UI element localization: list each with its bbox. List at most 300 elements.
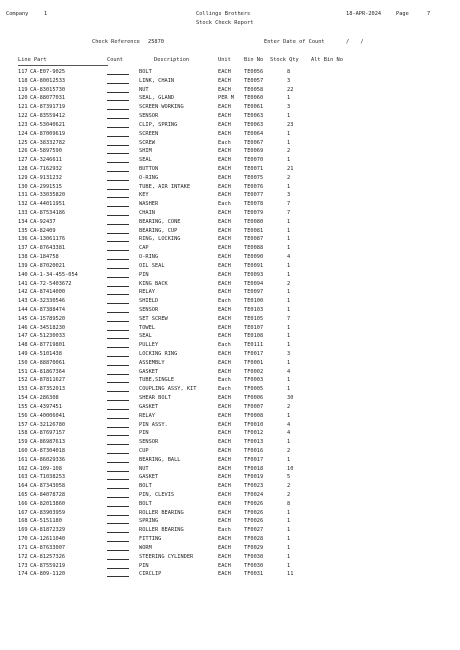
part-number: CA-87391719 (30, 104, 66, 111)
description: OIL SEAL (139, 262, 165, 269)
table-row (0, 262, 460, 271)
table-row (0, 121, 460, 130)
description: SHIM (139, 148, 152, 155)
part-number: CA-87343058 (30, 483, 66, 490)
count-entry-field[interactable] (107, 233, 129, 234)
bin-number: TF0001 (244, 359, 264, 366)
line-number: 118 (18, 77, 28, 84)
description: BEARING, BALL (139, 456, 181, 463)
bin-number: TF0029 (244, 544, 264, 551)
stock-qty: 1 (287, 377, 291, 384)
count-entry-field[interactable] (107, 100, 129, 101)
line-number: 136 (18, 236, 28, 243)
description: GASKET (139, 368, 159, 375)
part-number: CA-2991515 (30, 183, 62, 190)
count-entry-field[interactable] (107, 189, 129, 190)
part-number: CA-82013860 (30, 500, 66, 507)
count-entry-field[interactable] (107, 576, 129, 577)
description: STEERING CYLINDER (139, 553, 194, 560)
unit: EACH (218, 500, 231, 507)
bin-number: TF0016 (244, 447, 264, 454)
bin-number: TE0067 (244, 139, 264, 146)
table-row (0, 465, 460, 474)
count-entry-field[interactable] (107, 541, 129, 542)
table-row (0, 165, 460, 174)
table-row (0, 509, 460, 518)
part-number: CA-5151180 (30, 518, 62, 525)
table-row (0, 288, 460, 297)
line-number: 132 (18, 201, 28, 208)
part-number: CA-87352013 (30, 386, 66, 393)
count-entry-field[interactable] (107, 171, 129, 172)
unit: EACH (218, 351, 231, 357)
count-entry-field[interactable] (107, 497, 129, 498)
bin-number: TE0105 (244, 315, 264, 322)
part-number: CA-E07-9025 (30, 69, 66, 75)
count-entry-field[interactable] (107, 347, 129, 348)
part-number: CA-83015730 (30, 86, 66, 93)
bin-number: TF0019 (244, 474, 264, 481)
part-number: CA-12611040 (30, 536, 66, 543)
count-entry-field[interactable] (107, 382, 129, 383)
count-entry-field[interactable] (107, 515, 129, 516)
count-entry-field[interactable] (107, 365, 129, 366)
description: SENSOR (139, 439, 159, 446)
table-row (0, 394, 460, 403)
table-row (0, 174, 460, 183)
line-number: 151 (18, 368, 28, 375)
count-entry-field[interactable] (107, 374, 129, 375)
unit: Each (218, 139, 231, 146)
count-entry-field[interactable] (107, 391, 129, 392)
description: NUT (139, 86, 149, 93)
unit: EACH (218, 104, 231, 111)
stock-qty: 2 (287, 174, 291, 181)
bin-number: TE0088 (244, 245, 264, 252)
description: CLIP, SPRING (139, 121, 178, 128)
table-row (0, 297, 460, 306)
count-entry-field[interactable] (107, 506, 129, 507)
unit: EACH (218, 447, 231, 454)
bin-number: TF0026 (244, 518, 264, 525)
description: GASKET (139, 403, 159, 410)
bin-number: TF0018 (244, 465, 264, 472)
table-row (0, 421, 460, 430)
unit: EACH (218, 280, 231, 287)
unit: EACH (218, 254, 231, 261)
part-number: CA-81257326 (30, 553, 66, 560)
bin-number: TE0078 (244, 201, 264, 208)
bin-number: TF0017 (244, 456, 264, 463)
count-entry-field[interactable] (107, 109, 129, 110)
description: BUTTON (139, 165, 159, 172)
unit: EACH (218, 395, 231, 402)
count-entry-field[interactable] (107, 74, 129, 75)
count-entry-field[interactable] (107, 330, 129, 331)
count-entry-field[interactable] (107, 409, 129, 410)
bin-number: TE0070 (244, 157, 264, 164)
line-number: 123 (18, 121, 28, 128)
company-name: Collings Brothers (196, 11, 251, 17)
unit: Each (218, 201, 231, 208)
part-number: CA-5101438 (30, 351, 62, 357)
count-entry-field[interactable] (107, 162, 129, 163)
part-number: CA-72-5403672 (30, 280, 72, 287)
count-entry-field[interactable] (107, 479, 129, 480)
stock-qty: 23 (287, 121, 294, 128)
stock-qty: 1 (287, 536, 291, 543)
line-number: 153 (18, 386, 28, 393)
table-row (0, 562, 460, 571)
count-entry-field[interactable] (107, 92, 129, 93)
description: LINK, CHAIN (139, 77, 175, 84)
count-entry-field[interactable] (107, 462, 129, 463)
count-entry-field[interactable] (107, 427, 129, 428)
unit: EACH (218, 289, 231, 296)
description: NUT (139, 465, 149, 472)
count-date-field[interactable]: / / (346, 39, 364, 45)
table-row (0, 491, 460, 500)
line-number: 172 (18, 553, 28, 560)
table-row (0, 130, 460, 139)
count-entry-field[interactable] (107, 153, 129, 154)
table-row (0, 209, 460, 218)
bin-number: TE0087 (244, 236, 264, 243)
stock-qty: 1 (287, 245, 291, 252)
count-entry-field[interactable] (107, 268, 129, 269)
part-number: CA-1-34-455-054 (30, 271, 78, 278)
part-number: CA-83903959 (30, 509, 66, 516)
bin-number: TF0026 (244, 500, 264, 507)
table-row (0, 368, 460, 377)
part-number: CA-81867364 (30, 368, 66, 375)
unit: PER M (218, 95, 234, 102)
column-header-alt-bin-no: Alt Bin No (311, 57, 343, 63)
unit: EACH (218, 121, 231, 128)
line-number: 159 (18, 439, 28, 446)
table-row (0, 103, 460, 112)
description: O-RING (139, 174, 159, 181)
count-entry-field[interactable] (107, 471, 129, 472)
part-number: CA-3246611 (30, 157, 62, 164)
count-entry-field[interactable] (107, 224, 129, 225)
count-entry-field[interactable] (107, 400, 129, 401)
part-number: CA-87414000 (30, 289, 66, 296)
table-row (0, 227, 460, 236)
line-number: 133 (18, 210, 28, 216)
count-entry-field[interactable] (107, 215, 129, 216)
count-entry-field[interactable] (107, 180, 129, 181)
company-value: 1 (44, 11, 48, 17)
unit: EACH (218, 130, 231, 137)
bin-number: TF0027 (244, 527, 264, 534)
count-entry-field[interactable] (107, 532, 129, 533)
unit: EACH (218, 324, 231, 331)
table-row (0, 147, 460, 156)
stock-qty: 1 (287, 306, 291, 313)
table-row (0, 139, 460, 148)
unit: EACH (218, 262, 231, 269)
stock-qty: 1 (287, 544, 291, 551)
part-number: CA-286308 (30, 395, 59, 402)
stock-qty: 1 (287, 342, 291, 349)
part-number: CA-87388474 (30, 306, 66, 313)
count-entry-field[interactable] (107, 145, 129, 146)
bin-number: TE0093 (244, 271, 264, 278)
table-row (0, 500, 460, 509)
count-entry-field[interactable] (107, 321, 129, 322)
bin-number: TF0028 (244, 536, 264, 543)
line-number: 119 (18, 86, 28, 93)
table-row (0, 315, 460, 324)
line-number: 121 (18, 104, 28, 111)
bin-number: TF0003 (244, 377, 264, 384)
stock-qty: 1 (287, 95, 291, 102)
table-row (0, 350, 460, 359)
stock-qty: 2 (287, 148, 291, 155)
bin-number: TE0058 (244, 86, 264, 93)
bin-number: TE0079 (244, 210, 264, 216)
part-number: CA-87304018 (30, 447, 66, 454)
line-number: 138 (18, 254, 28, 261)
count-entry-field[interactable] (107, 294, 129, 295)
count-entry-field[interactable] (107, 559, 129, 560)
stock-qty: 7 (287, 315, 291, 322)
table-row (0, 94, 460, 103)
bin-number: TE0076 (244, 183, 264, 190)
count-entry-field[interactable] (107, 435, 129, 436)
bin-number: TF0013 (244, 439, 264, 446)
bin-number: TE0071 (244, 165, 264, 172)
stock-qty: 1 (287, 553, 291, 560)
page-number: 7 (427, 11, 431, 17)
line-number: 126 (18, 148, 28, 155)
stock-qty: 2 (287, 483, 291, 490)
unit: EACH (218, 465, 231, 472)
count-entry-field[interactable] (107, 277, 129, 278)
count-entry-field[interactable] (107, 444, 129, 445)
line-number: 127 (18, 157, 28, 164)
line-number: 165 (18, 492, 28, 498)
line-number: 150 (18, 359, 28, 366)
unit: EACH (218, 218, 231, 225)
stock-qty: 2 (287, 403, 291, 410)
count-entry-field[interactable] (107, 127, 129, 128)
line-number: 155 (18, 403, 28, 410)
description: RELAY (139, 289, 155, 296)
line-number: 148 (18, 342, 28, 349)
bin-number: TF0002 (244, 368, 264, 375)
unit: EACH (218, 456, 231, 463)
column-header-bin-no: Bin No (244, 57, 264, 63)
stock-qty: 1 (287, 236, 291, 243)
line-number: 144 (18, 306, 28, 313)
bin-number: TF0017 (244, 351, 264, 357)
description: ROLLER BEARING (139, 527, 184, 534)
table-row (0, 341, 460, 350)
table-row (0, 473, 460, 482)
bin-number: TF0026 (244, 509, 264, 516)
stock-qty: 1 (287, 298, 291, 305)
unit: EACH (218, 403, 231, 410)
table-row (0, 244, 460, 253)
description: TOWEL (139, 324, 155, 331)
count-entry-field[interactable] (107, 136, 129, 137)
unit: Each (218, 527, 231, 534)
description: FITTING (139, 536, 162, 543)
line-number: 168 (18, 518, 28, 525)
count-entry-field[interactable] (107, 250, 129, 251)
column-header-description: Description (154, 57, 190, 63)
stock-qty: 8 (287, 500, 291, 507)
unit: Each (218, 298, 231, 305)
line-number: 143 (18, 298, 28, 305)
description: PIN (139, 271, 149, 278)
part-number: CA-44011951 (30, 201, 66, 208)
table-row (0, 218, 460, 227)
description: KING BACK (139, 280, 168, 287)
line-number: 152 (18, 377, 28, 384)
unit: EACH (218, 439, 231, 446)
count-entry-field[interactable] (107, 338, 129, 339)
description: BOLT (139, 500, 152, 507)
stock-qty: 1 (287, 509, 291, 516)
stock-qty: 4 (287, 254, 291, 261)
bin-number: TE0090 (244, 254, 264, 261)
column-header-count: Count (107, 57, 123, 63)
part-number: CA-87020021 (30, 262, 66, 269)
stock-qty: 3 (287, 77, 291, 84)
bin-number: TF0030 (244, 553, 264, 560)
part-number: CA-184758 (30, 254, 59, 261)
column-header-unit: Unit (218, 57, 231, 63)
unit: EACH (218, 359, 231, 366)
count-entry-field[interactable] (107, 418, 129, 419)
stock-qty: 1 (287, 518, 291, 525)
description: SEAL (139, 333, 152, 340)
bin-number: TE0081 (244, 227, 264, 234)
description: SCREEN WORKING (139, 104, 184, 111)
part-number: CA-87534186 (30, 210, 66, 216)
line-number: 149 (18, 351, 28, 357)
description: KEY (139, 192, 149, 199)
bin-number: TF0008 (244, 412, 264, 419)
stock-qty: 1 (287, 183, 291, 190)
count-entry-field[interactable] (107, 550, 129, 551)
table-row (0, 412, 460, 421)
stock-qty: 1 (287, 271, 291, 278)
unit: EACH (218, 483, 231, 490)
stock-qty: 1 (287, 562, 291, 569)
unit: EACH (218, 86, 231, 93)
description: ROLLER BEARING (139, 509, 184, 516)
part-number: CA-84078728 (30, 492, 66, 498)
line-number: 169 (18, 527, 28, 534)
bin-number: TF0031 (244, 571, 264, 578)
line-number: 163 (18, 474, 28, 481)
part-number: CA-53040621 (30, 121, 66, 128)
unit: EACH (218, 518, 231, 525)
bin-number: TE0080 (244, 218, 264, 225)
part-number: CA-87559219 (30, 562, 66, 569)
line-number: 161 (18, 456, 28, 463)
table-row (0, 253, 460, 262)
count-entry-field[interactable] (107, 83, 129, 84)
unit: EACH (218, 562, 231, 569)
line-number: 154 (18, 395, 28, 402)
unit: EACH (218, 536, 231, 543)
stock-qty: 1 (287, 324, 291, 331)
count-entry-field[interactable] (107, 303, 129, 304)
description: PIN ASSY. (139, 421, 168, 428)
part-number: CA-86987613 (30, 439, 66, 446)
table-row (0, 376, 460, 385)
line-number: 134 (18, 218, 28, 225)
table-row (0, 359, 460, 368)
line-number: 128 (18, 165, 28, 172)
bin-number: TE0094 (244, 280, 264, 287)
description: SENSOR (139, 306, 159, 313)
bin-number: TE0100 (244, 298, 264, 305)
table-row (0, 456, 460, 465)
description: BEARING, CUP (139, 227, 178, 234)
line-number: 174 (18, 571, 28, 578)
part-number: CA-88077031 (30, 95, 66, 102)
bin-number: TF0007 (244, 403, 264, 410)
unit: EACH (218, 77, 231, 84)
line-number: 145 (18, 315, 28, 322)
count-entry-field[interactable] (107, 488, 129, 489)
description: RELAY (139, 412, 155, 419)
count-entry-field[interactable] (107, 118, 129, 119)
description: PULLEY (139, 342, 159, 349)
count-entry-field[interactable] (107, 312, 129, 313)
count-entry-field[interactable] (107, 206, 129, 207)
unit: EACH (218, 571, 231, 578)
unit: EACH (218, 553, 231, 560)
page-label: Page (396, 11, 409, 17)
line-number: 135 (18, 227, 28, 234)
line-number: 164 (18, 483, 28, 490)
table-row (0, 517, 460, 526)
line-number: 157 (18, 421, 28, 428)
part-number: CA-34518230 (30, 324, 66, 331)
unit: EACH (218, 236, 231, 243)
line-number: 171 (18, 544, 28, 551)
count-entry-field[interactable] (107, 241, 129, 242)
bin-number: TE0061 (244, 104, 264, 111)
line-number: 129 (18, 174, 28, 181)
count-entry-field[interactable] (107, 523, 129, 524)
line-number: 146 (18, 324, 28, 331)
column-header-stock-qty: Stock Qty (270, 57, 299, 63)
count-entry-field[interactable] (107, 568, 129, 569)
unit: Each (218, 377, 231, 384)
stock-qty: 1 (287, 218, 291, 225)
count-entry-field[interactable] (107, 453, 129, 454)
stock-qty: 3 (287, 192, 291, 199)
part-number: CA-809-1120 (30, 571, 66, 578)
count-entry-field[interactable] (107, 356, 129, 357)
count-entry-field[interactable] (107, 286, 129, 287)
table-row (0, 535, 460, 544)
count-entry-field[interactable] (107, 197, 129, 198)
count-entry-field[interactable] (107, 259, 129, 260)
part-number: CA-82409 (30, 227, 56, 234)
line-number: 139 (18, 262, 28, 269)
part-number: CA-4397451 (30, 403, 62, 410)
stock-qty: 4 (287, 421, 291, 428)
